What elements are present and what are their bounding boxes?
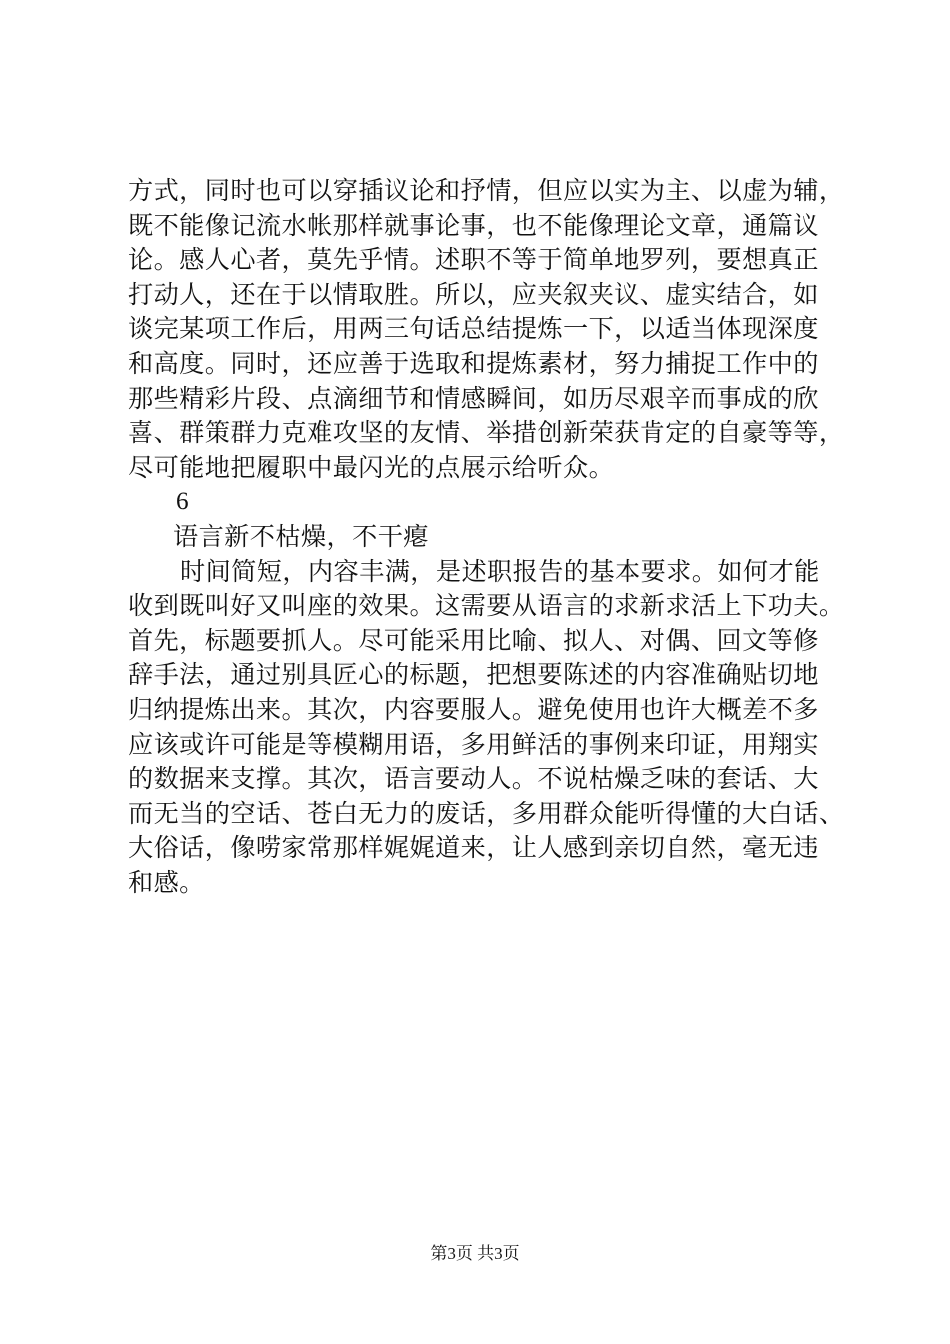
text-line: 方式，同时也可以穿插议论和抒情，但应以实为主、以虚为辅，	[128, 176, 845, 205]
text-line: 辞手法，通过别具匠心的标题，把想要陈述的内容准确贴切地	[128, 660, 819, 690]
text-line: 那些精彩片段、点滴细节和情感瞬间，如历尽艰辛而事成的欣	[128, 383, 819, 413]
text-line: 时间简短，内容丰满，是述职报告的基本要求。如何才能	[180, 556, 820, 586]
text-line: 论。感人心者，莫先乎情。述职不等于简单地罗列，要想真正	[128, 245, 819, 275]
text-line: 和感。	[128, 867, 205, 897]
paragraph-2	[128, 555, 845, 901]
text-line: 尽可能地把履职中最闪光的点展示给听众。	[128, 452, 615, 482]
text-line: 大俗话，像唠家常那样娓娓道来，让人感到亲切自然，毫无违	[128, 833, 819, 863]
text-line: 而无当的空话、苍白无力的废话，多用群众能听得懂的大白话、	[128, 798, 845, 828]
text-line: 既不能像记流水帐那样就事论事，也不能像理论文章，通篇议	[128, 210, 819, 240]
text-line: 应该或许可能是等模糊用语，多用鲜活的事例来印证，用翔实	[128, 729, 819, 759]
text-line: 谈完某项工作后，用两三句话总结提炼一下，以适当体现深度	[128, 314, 819, 344]
text-line: 收到既叫好又叫座的效果。这需要从语言的求新求活上下功夫。	[128, 591, 845, 621]
text-line: 归纳提炼出来。其次，内容要服人。避免使用也许大概差不多	[128, 694, 819, 724]
text-line: 喜、群策群力克难攻坚的友情、举措创新荣获肯定的自豪等等，	[128, 418, 845, 448]
text-line: 和高度。同时，还应善于选取和提炼素材，努力捕捉工作中的	[128, 348, 819, 378]
text-line: 首先，标题要抓人。尽可能采用比喻、拟人、对偶、回文等修	[128, 625, 819, 655]
paragraph-1	[128, 174, 845, 485]
text-line: 打动人，还在于以情取胜。所以，应夹叙夹议、虚实结合，如	[128, 279, 819, 309]
section-number: 6	[176, 488, 189, 516]
text-line: 的数据来支撑。其次，语言要动人。不说枯燥乏味的套话、大	[128, 764, 819, 794]
section-heading: 语言新不枯燥，不干瘪	[173, 521, 429, 551]
document-body	[128, 174, 845, 900]
page-footer: 第3页 共3页	[430, 1244, 520, 1263]
